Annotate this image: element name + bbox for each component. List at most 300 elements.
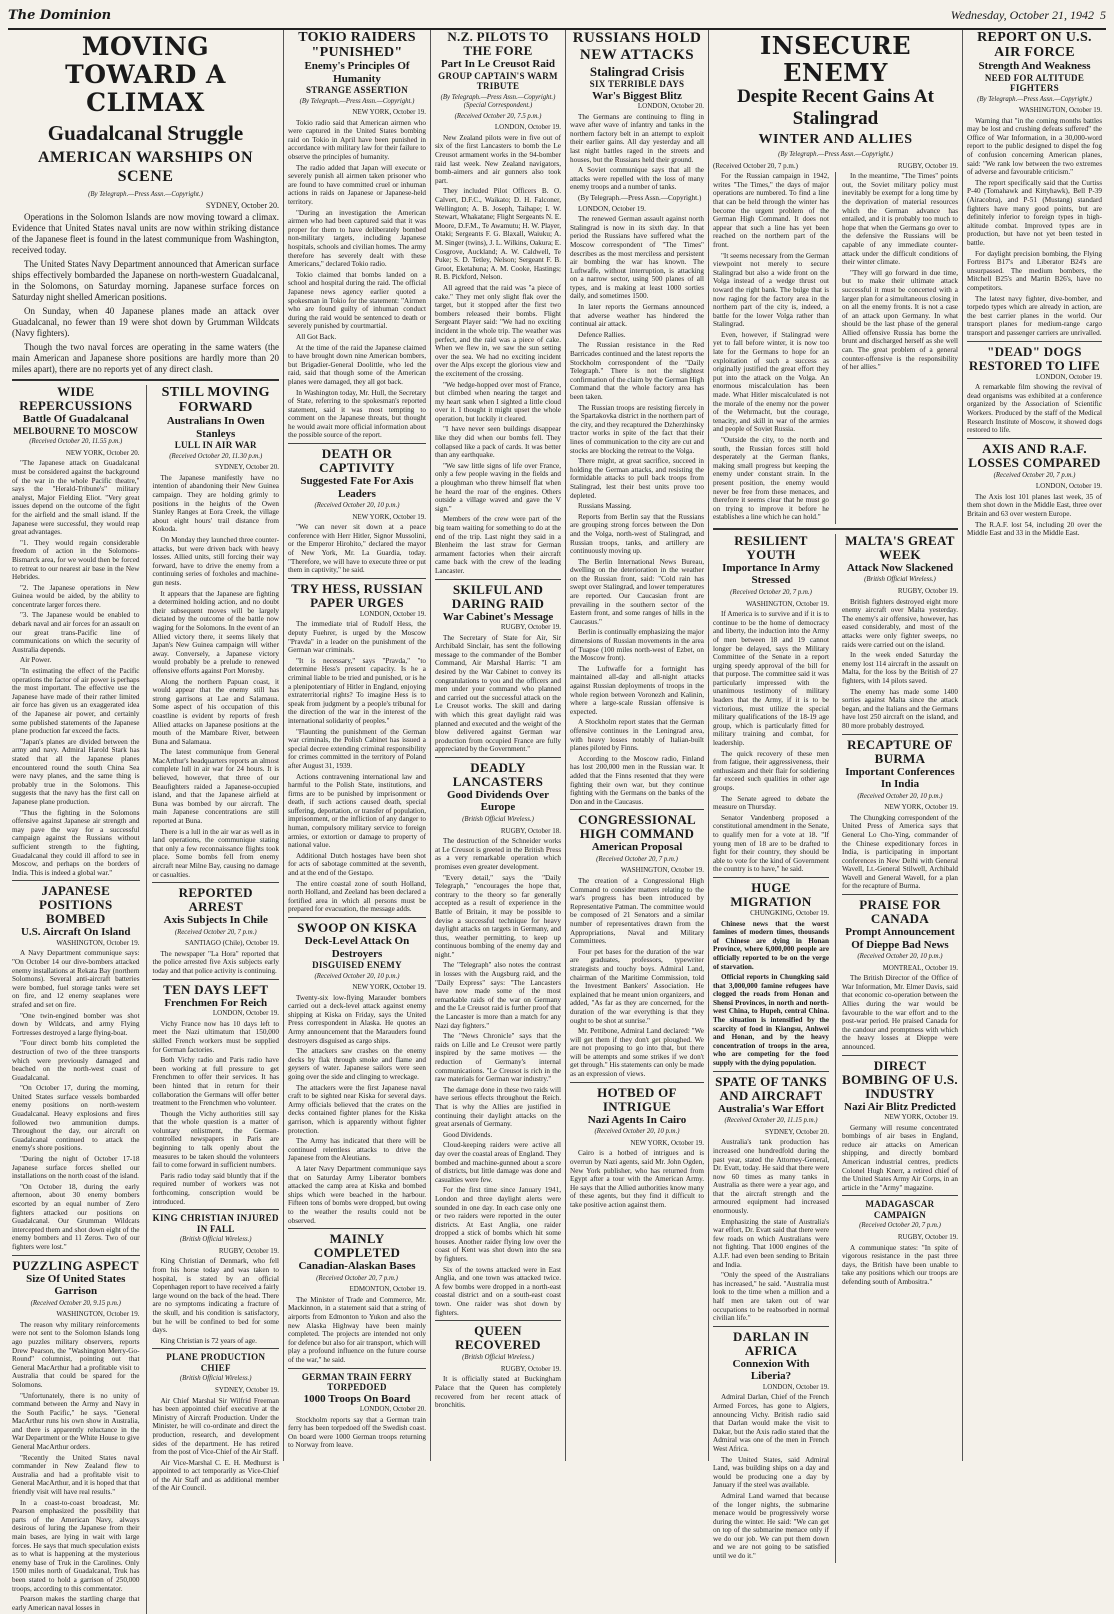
paragraph: The report specifically said that the Curtiss P-40 (Tomahawk and Kittyhawk), Bell P-39 (Airacobra), and P-51 (Mustang) standard fighters have many good points, but are definitely inferior to foreign types in high-altitude combat. Improved types are in production, but have not yet been tested in battle. bbox=[967, 178, 1102, 247]
dateline: CHUNGKING, October 19. bbox=[750, 908, 830, 917]
received-line: (Received October 20, 7 p.m.) bbox=[859, 1222, 941, 1230]
paragraph: The R.A.F. lost 54, including 20 over the Middle East and 33 in the Middle East. bbox=[967, 520, 1102, 538]
dateline: LONDON, October 19. bbox=[1035, 482, 1102, 491]
paragraph: The damage done in these two raids will have serious effects throughout the Reich. That is why the Allies are justified in continuing their daylight attacks on the great arsenals of Germany. bbox=[435, 1085, 561, 1129]
deck: GROUP CAPTAIN'S WARM TRIBUTE bbox=[438, 70, 558, 91]
paragraph: The Japanese manifestly have no intention of abandoning their New Guinea campaign. They are holding grimly to positions in the heights of the Owen Stanley Ranges at Eora Creek, the village about eight hours' trail distance from Kokoda. bbox=[152, 473, 279, 534]
sub-col-b bbox=[152, 385, 279, 1614]
paragraph: The immediate trial of Rudolf Hess, the deputy Fuehrer, is urged by the Moscow "Pravda" in a leader on the punishment of the German war criminals. bbox=[288, 620, 426, 655]
paragraph: Australia's tank production has increased one hundredfold during the past year, stated the Attorney-General, Dr. Evatt, today. He said that there were now 60 times as many tanks in Australia as there were a year ago, and that the aircraft strength and the armoured equipment had increased enormously. bbox=[713, 1138, 830, 1216]
article-reported-arrest bbox=[152, 886, 279, 975]
article-body bbox=[842, 1124, 958, 1193]
paragraph: Germany will resume concentrated bombings of air bases in England, reduce air attacks on American shipping, and directly bombard American industrial centres, predicts Colonel Hugh Knerr, a retired chief of the United States Army Air Corps, in an article in the "Army" magazine. bbox=[841, 1123, 958, 1192]
dateline: LONDON, October 20. bbox=[359, 1405, 426, 1414]
headline: MALTA'S GREAT WEEK bbox=[845, 532, 955, 562]
subheadline: Enemy's Principles Of Humanity bbox=[304, 60, 410, 85]
article-body bbox=[967, 383, 1102, 435]
subheadline: 1000 Troops On Board bbox=[303, 1392, 411, 1405]
subheadline: Attack Now Slackened bbox=[846, 561, 954, 574]
deck: DISGUISED ENEMY bbox=[312, 960, 402, 970]
article-hotbed-intrigue bbox=[570, 1086, 704, 1210]
article-body bbox=[967, 117, 1102, 338]
dateline: RUGBY, October 19. bbox=[897, 1233, 958, 1242]
byline: (By Telegraph.—Press Assn.—Copyright.) bbox=[88, 191, 203, 198]
headline: SWOOP ON KISKA bbox=[297, 920, 417, 935]
dateline: WASHINGTON, October 19. bbox=[56, 938, 140, 947]
dateline: RUGBY, October 19. bbox=[218, 1246, 279, 1255]
paragraph: At the time of the raid the Japanese claimed to have brought down nine American bombers, but Brigadier-General Doolittle, who led the raid, said that though some of the American planes were damaged, they all got back. bbox=[288, 343, 426, 386]
subheadline: Part In Le Creusot Raid bbox=[440, 58, 556, 70]
received-line: (Received October 20, 11.15 p.m.) bbox=[724, 1117, 818, 1125]
col-4 bbox=[431, 30, 565, 1461]
dateline: WASHINGTON, October 19. bbox=[1018, 106, 1102, 115]
paragraph: Reports from Berlin say that the Russians are grouping strong forces between the Don and the Volga, north-west of Stalingrad, and Russian troops, tanks, and artillery are continuously moving up. bbox=[570, 512, 704, 556]
dateline: WASHINGTON, October 19. bbox=[56, 1310, 140, 1319]
article-body bbox=[842, 598, 958, 731]
dateline: RUGBY, October 18. bbox=[500, 826, 561, 835]
paragraph: "Flaunting the punishment of the German war criminals, the Polish Cabinet has issued a special decree extending criminal responsibility for crimes committed in the territory of Poland after August 31, 1939. bbox=[288, 727, 426, 770]
byline: (By Telegraph.—Press Assn.—Copyright.) (Special Correspondent.) bbox=[440, 93, 556, 110]
article-praise-canada bbox=[842, 898, 958, 1052]
headline: CONGRESSIONAL HIGH COMMAND bbox=[577, 812, 697, 842]
paragraph: The Secretary of State for Air, Sir Archibald Sinclair, has sent the following message to the commander of the Bomber Command, Air Marshal Harris: "I am desired by the War Cabinet to convey its congratulations to you and the officers and men under your command who planned and carried out the successful attack on the Le Creusot works. The skill and daring with which this great daylight raid was planned and executed and the weight of the blow delivered against German war production from occupied France are fully appreciated by the Government." bbox=[435, 633, 561, 754]
headline: GERMAN TRAIN FERRY TORPEDOED bbox=[301, 1371, 413, 1393]
paragraph: Members of the crew were part of the big team waiting for something to do at the end of the trip. Last night they said in a Blenheim the last straw for German armament factories when their aircraft came back with the crew of the leading Lancaster. bbox=[435, 515, 561, 575]
headline: PUZZLING ASPECT bbox=[12, 1257, 139, 1273]
article-train-ferry bbox=[288, 1372, 426, 1450]
article-huge-migration bbox=[713, 881, 829, 1068]
article-try-hess bbox=[288, 582, 426, 914]
paragraph: Both Vichy radio and Paris radio have been working at full pressure to get Frenchmen to offer their services. It has been hinted that in return for their collaboration the Germans will offer better treatment to the Frenchmen who volunteer. bbox=[152, 1056, 279, 1108]
article-tokio-raiders bbox=[288, 30, 426, 440]
columns bbox=[8, 29, 1106, 1612]
article-wide-repercussions bbox=[12, 385, 140, 877]
byline: (British Official Wireless.) bbox=[179, 1236, 252, 1244]
paragraph: The Axis lost 101 planes last week, 35 of them shot down in the Middle East, three over Britain and 63 over western Europe. bbox=[967, 492, 1102, 519]
paragraph: In the meantime, "The Times" points out, the Soviet military policy must inevitably be exempt for a long time by the deprivation of material resources which the German advance has entailed, and it is probably too much to hope that when the Germans go over to the defensive the Russians will be capable of any immediate counter-attack under the difficult conditions of their winter climate. bbox=[841, 172, 958, 267]
byline: (British Official Wireless.) bbox=[179, 1375, 252, 1383]
headline: TRY HESS, RUSSIAN PAPER URGES bbox=[291, 580, 423, 610]
subheadline: War Cabinet's Message bbox=[442, 610, 554, 623]
article-insecure-enemy bbox=[713, 32, 958, 524]
dateline: SANTIAGO (Chile), October 19. bbox=[185, 939, 279, 948]
paragraph: In a coast-to-coast broadcast, Mr. Pearson emphasized the possibility that parts of the American Navy, always desirous of luring the Japanese from their main bases, are lying in wait with large forces. He says that much speculation exists as to what is happening at the mysterious enemy base of Truk in the Carolines. Only 1500 miles north of Guadalcanal, Truk has been stated to hold a garrison of 250,000 troops, according to this commentator. bbox=[12, 1498, 140, 1593]
headline: DIRECT BOMBING OF U.S. INDUSTRY bbox=[841, 1057, 958, 1101]
deck: STRANGE ASSERTION bbox=[305, 85, 409, 95]
paragraph: For daylight precision bombing, the Flying Fortress B17's and Liberator B24's are unsurpassed. The medium bombers, the Mitchell B25's and Martin B26's, have no competitors. bbox=[967, 249, 1102, 292]
deck: LULL IN AIR WAR bbox=[174, 440, 257, 451]
paragraph: A Navy Department communique says: "On October 14 our dive-bombers attacked enemy installations at Rekata Bay (northern Solomons). Several anti-aircraft batteries were bombed, fuel storage tanks were set on fire, and 12 enemy seaplanes were strafed and set on fire. bbox=[12, 949, 140, 1009]
paragraph: Tokio claimed that bombs landed on a school and hospital during the raid. The official Japanese news agency earlier quoted a spokesman in Tokio for the statement: "Airmen who are found guilty of inhuman conduct during the raid would be sentenced to death or severely punished by courtmartial. bbox=[288, 270, 426, 331]
subheadline: American Proposal bbox=[591, 841, 683, 854]
dateline: WASHINGTON, October 19. bbox=[745, 599, 830, 608]
col-5 bbox=[566, 30, 708, 1461]
article-still-moving-forward bbox=[152, 385, 279, 879]
dateline: LONDON, October 19. bbox=[212, 1009, 279, 1018]
paragraph: "Unfortunately, there is no unity of command between the Army and Navy in the South Pacific," he says. "General MacArthur runs his own show in Australia, and there is apparently reluctance in the War Department or the White House to give General MacArthur orders. bbox=[12, 1391, 140, 1452]
paragraph: The Germans are continuing to fling in wave after wave of infantry and tanks in the northern factory belt in an attempt to exploit their earlier gains. All day yesterday and all last night battles raged in the streets and houses, but the Russians held their ground. bbox=[570, 112, 704, 164]
headline: STILL MOVING FORWARD bbox=[161, 385, 270, 416]
received-line: (Received October 20, 7 p.m.) bbox=[993, 471, 1076, 479]
paragraph: A Soviet communique says that all the attacks were repelled with the loss of many enemy troops and a number of tanks. bbox=[570, 166, 704, 192]
paragraph: Mr. Pettibone, Admiral Land declared: "We will get them if they don't get ploughed. We are not proposing to go into that, but there will be attempts and some strikes if we don't get through." His statements can only be made as an expression of views. bbox=[570, 1027, 704, 1079]
received-line: (Received October 20, 7 p.m.) bbox=[730, 588, 812, 596]
paragraph: "On October 17, during the morning, United States surface vessels bombarded enemy positions on north-western Guadalcanal. Heavy explosions and fires followed two ammunition dumps. Throughout the day, our aircraft on Guadalcanal continued to attack the enemy's shore positions. bbox=[12, 1084, 140, 1153]
paragraph: The Chungking correspondent of the United Press of America says that General Lo Cho-Ying, commander of the Chinese expeditionary forces in India, is participating in important conferences in New Delhi with General Wavell, Lt.-General Stilwell, Archibald Wavell and General Wavell, for a plan for the recapture of Burma. bbox=[841, 813, 958, 891]
received-line: (Received October 20, 7 p.m.) bbox=[596, 855, 678, 863]
paragraph: Defence Rallies. bbox=[578, 330, 626, 339]
paragraph: "During the night of October 17-18 Japanese surface forces shelled our installations on the north coast of the island. bbox=[12, 1155, 140, 1181]
sub-col-6a bbox=[713, 534, 829, 1563]
headline: DEADLY LANCASTERS bbox=[452, 759, 544, 789]
article-body bbox=[152, 474, 279, 879]
paragraph: In the week ended Saturday the enemy lost 114 aircraft in the assault on Malta, for the loss by the British of 27 fighters, with 14 pilots saved. bbox=[841, 651, 958, 685]
subheadline: Strength And Weakness bbox=[978, 60, 1091, 72]
subheadline: Despite Recent Gains At Stalingrad bbox=[737, 86, 934, 129]
paragraph: "Japan's planes are divided between the army and navy. Admiral Harold Stark has stated that all the Japanese planes encountered round the south China Sea were navy planes, and the same thing is probably true in the Solomons. This suggests that the navy has the first call on Japanese plane production. bbox=[12, 737, 140, 806]
article-body bbox=[713, 610, 829, 874]
article-body bbox=[288, 994, 426, 1225]
paragraph: New Zealand pilots were in five out of six of the first Lancasters to bomb the Le Creusot armament works in the 94-bomber raid last week. New Zealand navigators, bomb-aimers and air gunners also took part. bbox=[435, 133, 561, 185]
paragraph: "They will go forward in due time, but to make their ultimate attack successful it must be concerted with a larger plan for a simultaneous closing in on all the enemy fronts. It is not a case of an attack upon Germany. In what should be the last phase of the general Allied offensive Russia has borne the brunt and discharged herself as she well can. The great problem of a general counter-offensive is the responsibility of her allies." bbox=[841, 268, 958, 372]
dateline: LONDON, October 19. bbox=[762, 1382, 830, 1391]
dateline: NEW YORK, October 19. bbox=[352, 108, 426, 117]
paragraph: They included Pilot Officers B. O. Calvert, D.F.C., Waikato; D. H. Falconer, Wellington; A. B. Joseph, Taihape; I. W. Stewart, Whakatane; Flight Sergeants N. E. Moore, D.F.M., Te Awamutu; H. W. Player, Otaki; Sergeants F. G. Blaxall, Waiuku; A. M. Singer (twins), J. L. Wilkins, Oakura; E. Cosgrove, Auckland; A. W. Caldwell, Te Puke; S. D. Tetley, Nelson; Sergeant F. B. Groot, Eketahuna; A. M. Cooke, Hastings; R. B. Pickford, Nelson. bbox=[435, 187, 561, 282]
dateline: NEW YORK, October 19. bbox=[352, 512, 426, 521]
headline: MADAGASCAR CAMPAIGN bbox=[865, 1199, 935, 1220]
paragraph: All Got Back. bbox=[296, 332, 337, 341]
received-line: (Received October 20, 10 p.m.) bbox=[857, 953, 943, 961]
subheadline: Deck-Level Attack On Destroyers bbox=[304, 935, 410, 960]
paragraph: (By Telegraph.—Press Assn.—Copyright.) bbox=[578, 193, 702, 202]
article-body bbox=[288, 523, 426, 575]
article-resilient-youth bbox=[713, 534, 829, 874]
dateline: LONDON, October 20. bbox=[637, 102, 704, 110]
dateline: MONTREAL, October 19. bbox=[882, 963, 958, 972]
dateline: SYDNEY, October 19. bbox=[214, 1385, 279, 1394]
article-body bbox=[713, 1138, 829, 1322]
paragraph: The Berlin International News Bureau, dwelling on the deterioration in the weather on the Russian front, said: "Cold rain has swept over Stalingrad, and lower temperatures are reported. Our Caucasian front are prevailing in the southern sector of the Eastern front, and some ranges of hills in the Caucasus." bbox=[570, 557, 704, 626]
paragraph: Admiral Land warned that because of the longer nights, the submarine menace would be progressively worse during the winter. He said: "We can get on top of the submarine menace only if we do our job. We can put them down and we are not going to be satisfied until we do it." bbox=[713, 1491, 830, 1561]
dateline: LONDON, October 19. bbox=[359, 609, 426, 618]
article-deadly-lancasters bbox=[435, 761, 561, 1317]
paragraph: The attackers were the first Japanese naval craft to be sighted near Kiska for several days. Army officials believed that the crates on the decks contained fighter planes for the Kiska garrison, which is apparently without fighter protection. bbox=[288, 1083, 426, 1135]
article-body bbox=[435, 634, 561, 754]
headline: RECAPTURE OF BURMA bbox=[847, 736, 953, 766]
headline: DEATH OR CAPTIVITY bbox=[319, 446, 395, 476]
subheadline: Connexion With Liberia? bbox=[732, 1357, 810, 1383]
dateline: LONDON, October 19. bbox=[1035, 372, 1102, 381]
paragraph: Cloud-keeping raiders were active all day over the coastal areas of England. They bombed and machine-gunned about a score of districts, but little damage was done and casualties were few. bbox=[435, 1141, 561, 1184]
masthead bbox=[8, 8, 1106, 30]
article-congressional-high-command bbox=[570, 813, 704, 1078]
paragraph: The attackers saw crashes on the enemy decks by flak through smoke and flame and geysers of water. Japanese sailors were seen going over the side and clinging to wreckage. bbox=[288, 1047, 426, 1082]
paragraph: The Luftwaffe for a fortnight has maintained all-day and all-night attacks against Russian deployments of troops in the whole region between Voronezh and Kalinin, where a large-scale Russian offensive is expected. bbox=[570, 664, 704, 716]
paragraph: "Recently the United States naval commander in New Zealand flew to Australia and had a profitable visit to General MacArthur, and it is hoped that that friendly visit will have real results." bbox=[12, 1453, 140, 1497]
paragraph: Pearson makes the startling charge that early American naval losses in bbox=[12, 1595, 140, 1612]
paragraph: All agreed that the raid was "a piece of cake." They met only slight flak over the target, but it stopped after the first two bombers released their bombs. Flight Sergeant Player said: "We had no exciting incident in the whole trip. The weather was perfect, and the raid was a piece of cake. When we flew in, we saw the sun setting over the sea. We had no exciting incident over the Alps except the glorious view and the excitement of the crossing. bbox=[435, 283, 561, 378]
paragraph: Good Dividends. bbox=[443, 1130, 493, 1139]
dateline: RUGBY, October 19. bbox=[500, 1364, 561, 1373]
article-body bbox=[570, 113, 704, 807]
article-swoop-on-kiska bbox=[288, 921, 426, 1225]
article-moving-toward-climax bbox=[12, 33, 279, 375]
paragraph: Along the northern Papuan coast, it would appear that the enemy still has strong garrisons at Lae and Salamaua. Some aspect of his occupation of this coastline is evident by reports of fresh Allied attacks on Japanese positions at the mouth of the Mambare River, between Buna and Salamaua. bbox=[152, 677, 279, 746]
dateline: RUGBY, October 19. bbox=[897, 587, 958, 596]
paragraph: A communique states: "In spite of vigorous resistance in the past three days, the British have been unable to take any positions which our troops are defending south of Ambositra." bbox=[841, 1243, 958, 1286]
article-nz-pilots bbox=[435, 30, 561, 576]
headline: SPATE OF TANKS AND AIRCRAFT bbox=[715, 1073, 827, 1103]
article-axis-raf-losses bbox=[967, 442, 1102, 538]
paragraph: The latest communique from General MacArthur's headquarters reports an almost complete lull in air war for 24 hours. It is believed, however, that three of our Beaufighters raided a Japanese-occupied island, and that the Japanese airfield at Buna was bombed by our aircraft. The main Japanese concentrations are still reported at Buna. bbox=[152, 748, 279, 826]
paragraph: On Monday they launched three counter-attacks, but were driven back with heavy losses. Allied units, still forcing their way forward, have to drive the enemy from a continuing series of foxholes and machine-gun nests. bbox=[152, 536, 279, 587]
paragraph: Additional Dutch hostages have been shot for acts of sabotage committed at the seventh, and at the end of the Gestapo. bbox=[288, 851, 426, 878]
paragraph: King Christian of Denmark, who fell from his horse today and was taken to hospital, is stated by an official Copenhagen report to have received a fairly large wound on the back of the head. There are no symptoms indicating a fracture of the skull, and his condition is satisfactory, but he will be confined to bed for some days. bbox=[152, 1257, 279, 1335]
headline: HOTBED OF INTRIGUE bbox=[597, 1084, 677, 1114]
paragraph: The United States Navy Department announced that American surface ships effectively bombarded the Japanese on north-western Guadalcanal, in the Solomons, on Saturday morning. Japanese surface forces on Saturday night shelled American positions. bbox=[12, 259, 279, 303]
article-recapture-burma bbox=[842, 738, 958, 892]
dateline: EDMONTON, October 19. bbox=[349, 1285, 426, 1294]
headline: RESILIENT YOUTH bbox=[734, 532, 808, 562]
paragraph: The latest navy fighter, dive-bomber, and torpedo types which are already in action, are the best carrier planes in the world. Our transport planes for medium-range cargo transport and passenger carriers are unrivalled. bbox=[967, 294, 1102, 337]
col-lead bbox=[8, 30, 283, 1612]
dateline: SYDNEY, October 20. bbox=[214, 463, 279, 472]
headline: N.Z. PILOTS TO THE FORE bbox=[447, 29, 549, 58]
subheadline: Australians In Owen Stanleys bbox=[166, 415, 265, 440]
deck: AMERICAN WARSHIPS ON SCENE bbox=[37, 149, 254, 185]
paragraph: King Christian is 72 years of age. bbox=[160, 1336, 257, 1345]
dateline: NEW YORK, October 19. bbox=[352, 983, 426, 992]
paragraph: "Only the speed of the Australians has increased," he said. "Australia must look to the time when a million and a half men are taken out of war occupations to be reabsorbed in normal civilian life." bbox=[713, 1271, 830, 1323]
headline: QUEEN RECOVERED bbox=[455, 1323, 541, 1353]
dateline: SYDNEY, October 20. bbox=[764, 1127, 830, 1136]
byline: (By Telegraph.—Press Assn.—Copyright.) bbox=[977, 95, 1092, 103]
paragraph: There is a lull in the air war as well as in land operations, the communique stating that only a few reconnaissance flights took place. Some bombs fell from enemy aircraft near Milne Bay, causing no damage or casualties. bbox=[152, 827, 279, 879]
paragraph: "We hedge-hopped over most of France, but climbed when nearing the target and my heart sank when I sighted a little cloud over it. I thought it might upset the whole operation, but luckily it cleared. bbox=[435, 380, 561, 423]
subheadline: Suggested Fate For Axis Leaders bbox=[300, 475, 414, 500]
sub-col-a bbox=[12, 385, 140, 1614]
paragraph: "On October 18, during the early afternoon, about 30 enemy bombers escorted by an equal number of Zero fighters attacked our positions on Guadalcanal. Our Grumman Wildcats intercepted them and shot down eight of the enemy bombers and 11 Zeros. Two of our fighters were lost." bbox=[12, 1182, 140, 1251]
byline: (By Telegraph.—Press Assn.—Copyright.) bbox=[778, 151, 893, 158]
received-line: (Received October 20, 7 p.m.) bbox=[713, 161, 798, 170]
paragraph: For the Russian campaign in 1942, writes "The Times," the days of major operations are numbered. To find a line that can be held through the winter has become the urgent problem of the German High Command. It does not appear that such a line has yet been reached on the northern part of the front. bbox=[713, 172, 830, 249]
subheadline: Importance In Army Stressed bbox=[722, 561, 820, 587]
paragraph: The "News Chronicle" says that the raids on Lille and Le Creusot were partly inspired by the same motives — the reduction of Germany's internal communications. "Le Creusot is rich in the raw materials for German war industry." bbox=[435, 1032, 561, 1084]
received-line: (Received October 20, 11.30 p.m.) bbox=[169, 452, 263, 460]
received-line: (Received October 20, 10 p.m.) bbox=[857, 792, 943, 800]
paragraph: Even, however, if Stalingrad were yet to fall before winter, it is now too late for the Germans to hope for an exploitation of such a success as originally justified the great effort they put into the attack on the Volga. An enormous miscalculation has been made. What Hitler miscalculated is not the morale of the enemy nor the power of the Wehrmacht, but the courage, tenacity, and skill in war of the armies and people of Soviet Russia. bbox=[713, 330, 830, 434]
headline: AXIS AND R.A.F. LOSSES COMPARED bbox=[968, 440, 1101, 470]
article-king-christian bbox=[152, 1213, 279, 1345]
paragraph: The Minister of Trade and Commerce, Mr. Mackinnon, in a statement said that a string of airports from Edmonton to Yukon and also the new Alaska Highway have been mainly completed. The projects are intended not only for defence but also for air transport, which will play a profound influence on the future course of the war," he said. bbox=[288, 1295, 426, 1364]
subheadline: Guadalcanal Struggle bbox=[47, 121, 244, 145]
paragraph: The destruction of the Schneider works at Le Creusot is greeted in the British Press as a very remarkable operation which promises even greater development. bbox=[435, 837, 561, 871]
article-report-us-air-force bbox=[967, 30, 1102, 338]
article-direct-bombing bbox=[842, 1059, 958, 1193]
article-malta bbox=[842, 534, 958, 731]
paragraph: Admiral Darlan, Chief of the French Armed Forces, has gone to Algiers, announcing Vichy. British radio said that Darlan would make the visit to Dakar, but the Axis radio stated that the Admiral was one of the men in French West Africa. bbox=[713, 1393, 830, 1453]
paragraph: The renewed German assault against north Stalingrad is now in its sixth day. In that period the Russians have suffered what the Moscow correspondent of "The Times" describes as the most merciless and persistent air bombing the war has known. The Luftwaffe, without interruption, is attacking on a narrow sector, using 500 planes of all types, and is making at least 1000 sorties daily, and sometimes 1500. bbox=[570, 215, 704, 301]
sub-col-6b bbox=[842, 534, 958, 1563]
paragraph: "We can never sit down at a peace conference with Herr Hitler, Signor Mussolini, or the Emperor Hirohito," declared the mayor of New York, Mr. La Guardia, today. "Therefore, we will have to execute three or put them in captivity," he said. bbox=[288, 523, 426, 575]
subheadline: Australia's War Effort bbox=[718, 1102, 824, 1115]
paragraph: "During an investigation the American airmen who had been captured said that it was proper for them to have deliberately bombed non-military targets, including Japanese hospitals, schools and civilian homes. The army therefore has severely dealt with these Americans," declared Tokio radio. bbox=[288, 208, 427, 269]
article-body bbox=[435, 837, 561, 1317]
paragraph: Air Power. bbox=[20, 656, 52, 665]
article-body bbox=[152, 1257, 279, 1345]
dateline: NEW YORK, October 20. bbox=[65, 448, 140, 457]
headline: RUSSIANS HOLD NEW ATTACKS bbox=[572, 30, 702, 63]
paragraph: "It is necessary," says "Pravda," "to determine Hess's present capacity. Is he a criminal liable to be tried and punished, or is he a plenipotentiary of Hitler in England, enjoying extraterritorial rights? To imagine Hess is to speak from judgment by a people's tribunal for the direction of the war in the interest of the international solidarity of peoples." bbox=[288, 656, 426, 725]
article-body bbox=[435, 1375, 561, 1409]
paragraph: Cairo is a hotbed of intrigues and is overrun by Nazi agents, said Mr. John Ogden, New York publisher, who has returned from Egypt after a tour with the American Army. He says that the Allied authorities know many of these agents, but they find it difficult to take positive action against them. bbox=[570, 1149, 704, 1209]
headline: TOKIO RAIDERS "PUNISHED" bbox=[298, 30, 416, 60]
dateline: NEW YORK, October 19. bbox=[630, 1138, 704, 1147]
headline: REPORTED ARREST bbox=[178, 885, 253, 915]
paragraph: "Outside the city, to the north and south, the Russian forces still hold desperately at the German flanks, making small progress but keeping the enemy under constant strain. In the present position, the enemy would never be free from these menaces, and therefore it seems clear that he must go on trying to improve it before he establishes a line which he can hold." bbox=[713, 436, 830, 522]
paragraph: Four pet bases for the duration of the war are graduates, professors, typewriter strategists and touchy boys. Admiral Land, chairman of the Maritime Commission, told the Investment Bankers' Association. He explained that he meant union organizers, and added, "As far as they are concerned, for the duration of the war everything is that they ought to be shot at sunrise." bbox=[570, 947, 704, 1025]
paragraph: Paris radio today said bluntly that if the required number of workers was not forthcoming, conscription would be introduced. bbox=[152, 1171, 279, 1206]
subheadline: Nazi Air Blitz Predicted bbox=[844, 1100, 956, 1113]
paragraph: It is officially stated at Buckingham Palace that the Queen has completely recovered from her recent attack of bronchitis. bbox=[435, 1375, 561, 1410]
paragraph: Though the Vichy authorities still say that the whole question is a matter of voluntary enlistment, the German-controlled newspapers in Paris are beginning to talk openly about the measures to be taken should the volunteers fail to come forward in sufficient numbers. bbox=[152, 1109, 279, 1170]
subheadline: Canadian-Alaskan Bases bbox=[298, 1260, 416, 1273]
article-body bbox=[288, 1416, 426, 1450]
article-death-or-captivity bbox=[288, 447, 426, 575]
headline: DARLAN IN AFRICA bbox=[733, 1328, 810, 1358]
col-3 bbox=[284, 30, 430, 1461]
paragraph: The Army has indicated that there will be continued relentless attacks to drive the Japanese from the Aleutians. bbox=[288, 1137, 426, 1163]
headline: WIDE REPERCUSSIONS bbox=[19, 384, 133, 414]
article-body bbox=[435, 134, 561, 576]
paragraph: "We saw little signs of life over France, only a few people waving in the fields and a ploughman who threw himself flat when he heard the roar of the engines. Others outside a village waved and gave the V sign." bbox=[435, 461, 561, 513]
paragraph: Twenty-six low-flying Marauder bombers carried out a deck-level attack against enemy shipping at Kiska on Friday, says the United Press correspondent in Alaska. He quotes an Army announcement that the Marauders found destroyers disguised as cargo ships. bbox=[288, 993, 426, 1045]
headline: HUGE MIGRATION bbox=[730, 879, 812, 909]
article-body bbox=[288, 1296, 426, 1365]
paragraph: "Thus the fighting in the Solomons offensive against Japanese air strength and may pave the way for a successful campaign against the Russians without sufficient strength to the fighting, Guadalcanal they could ill afford to see in Moscow, and perhaps on the borders of India. This is indeed a global war." bbox=[12, 808, 140, 877]
col-6 bbox=[709, 30, 962, 1561]
subheadline: Nazi Agents In Cairo bbox=[587, 1113, 687, 1126]
article-madagascar bbox=[842, 1199, 958, 1286]
paragraph: Six of the towns attacked were in East Anglia, and one town was attacked twice. A few bombs were dropped in a north-east coastal district and on a south-east coast town. One raider was shot down by fighters. bbox=[435, 1265, 561, 1317]
paragraph: "I have never seen buildings disappear like they did when our bombs fell. They collapsed like a pack of cards. It was better than any earthquake. bbox=[435, 425, 561, 460]
dateline: NEW YORK, October 19. bbox=[884, 1113, 958, 1122]
deck: WINTER AND ALLIES bbox=[758, 132, 913, 147]
headline: MAINLY COMPLETED bbox=[313, 1231, 401, 1261]
received-line: (Received October 20, 9.15 p.m.) bbox=[30, 1299, 121, 1307]
subheadline: Prompt Announcement Of Dieppe Bad News bbox=[845, 926, 955, 951]
dateline: RUGBY, October 19. bbox=[897, 161, 958, 170]
headline: PLANE PRODUCTION CHIEF bbox=[166, 1352, 266, 1373]
paragraph: The Russian troops are resisting fiercely in the Spartakovka district in the northern part of the city, and they recaptured the Dzherzhinsky tractor works in spite of the fact that their lines of communication to the city are cut and stocks are blocking the retreat to the Volga. bbox=[570, 403, 704, 455]
paragraph: In later reports the Germans announced that adverse weather has hindered the continual air attack. bbox=[570, 303, 704, 329]
paragraph: Russians Massing. bbox=[578, 502, 632, 511]
headline: "DEAD" DOGS RESTORED TO LIFE bbox=[968, 343, 1101, 373]
article-mainly-completed bbox=[288, 1232, 426, 1364]
headline: INSECURE ENEMY bbox=[759, 31, 912, 87]
paragraph: Tokio radio said that American airmen who were captured in the United States bombing raid on Tokio in April have been punished in accordance with military law for their failure to observe the principles of humanity. bbox=[288, 118, 426, 162]
paragraph: Actions contravening international law and harmful to the Polish State, institutions, and firms are to be punished by imprisonment or death, if such actions caused death, special suffering, deportation, or transfer of population, imprisonment, or the infliction of any danger to human, compulsory military service to foreign armies, or extortion or damage to property of national value. bbox=[288, 772, 426, 850]
paragraph: For the first time since January 1941, London and three daylight alerts were sounded in one day. In each case only one or two raiders were reported in the outer districts. At East Anglia, one raider dropped a stick of bombs which hit some houses. Another raider flying low over the coast of Kent was shot down into the sea by fighters. bbox=[435, 1186, 561, 1264]
paragraph: The reason why military reinforcements were not sent to the Solomon Islands long ago puzzles military observers, reports Drew Pearson, the "Washington Merry-Go-Round" columnist, pointing out that General MacArthur had a profitable visit to Australia that could be spared for the Solomons. bbox=[12, 1320, 140, 1389]
article-body bbox=[570, 877, 704, 1079]
deck: SIX TERRIBLE DAYS bbox=[589, 79, 685, 89]
headline: JAPANESE POSITIONS BOMBED bbox=[38, 883, 113, 927]
byline: (By Telegraph.—Press Assn.—Copyright.) bbox=[299, 97, 415, 105]
article-body bbox=[570, 1149, 704, 1209]
paragraph: Though the two naval forces are operating in the same waters (the main American and Japanese shore positions are hardly more than 20 miles apart), there are no reports yet of any direct clash. bbox=[12, 342, 279, 375]
paragraph: Emphasizing the state of Australia's war effort, Dr. Evatt said that there were few roads on which Australians were not fighting. That 1000 engines of the A.I.F. had even been sending to Britain and India. bbox=[713, 1217, 830, 1269]
received-line: (Received October 20, 7 p.m.) bbox=[316, 1274, 398, 1282]
received-line: (Received October 20, 11.55 p.m.) bbox=[29, 438, 123, 446]
article-body bbox=[842, 1244, 958, 1287]
article-body bbox=[12, 949, 140, 1251]
paragraph: The "Telegraph" also notes the contrast in losses with the Augsburg raid, and the "Daily Express" says: "The Lancasters have now made some of the most remarkable raids of the war on Germany and the Le Creusot raid is further proof that the Lancaster is more than a match for any Nazi day fighters." bbox=[435, 961, 561, 1030]
byline: (British Official Wireless.) bbox=[462, 815, 534, 823]
article-body bbox=[152, 1020, 279, 1206]
subheadline: Stalingrad Crisis bbox=[589, 64, 685, 79]
headline: KING CHRISTIAN INJURED IN FALL bbox=[152, 1213, 279, 1234]
paragraph: A remarkable film showing the revival of dead organisms was exhibited at a conference organized by the Association of Scientific Workers. Produced by the staff of the Medical Research Institute of Moscow, it showed dogs restored to life. bbox=[967, 383, 1102, 435]
article-body bbox=[967, 493, 1102, 538]
article-body bbox=[842, 814, 958, 891]
subheadline: Battle Of Guadalcanal bbox=[22, 413, 129, 426]
subheadline: Important Conferences In India bbox=[845, 765, 955, 791]
headline: REPORT ON U.S. AIR FORCE bbox=[977, 30, 1092, 60]
received-line: (Received October 20, 10 p.m.) bbox=[594, 1128, 680, 1136]
paragraph: In Washington today, Mr. Hull, the Secretary of State, referring to the spokesman's reported statement, said it was most tempting to comment on the Japanese threats, but thought he would await more official information about the possible source of the report. bbox=[288, 388, 426, 440]
received-line: (Received October 20, 10 p.m.) bbox=[314, 502, 400, 510]
deck: MELBOURNE TO MOSCOW bbox=[13, 425, 139, 436]
article-body bbox=[288, 119, 426, 440]
subheadline: Good Dividends Over Europe bbox=[446, 788, 550, 814]
article-body bbox=[12, 459, 140, 877]
article-body bbox=[152, 1397, 279, 1494]
article-puzzling-aspect bbox=[12, 1259, 140, 1613]
paragraph: Warning that "in the coming months battles may be lost and crushing defeats suffered" the Office of War Information, in a 30,000-word report to the public designed to dispel the fog of confusion concerning American planes, said: "We rank low between the two extremes of adverse and favourable criticism." bbox=[967, 116, 1102, 177]
article-darlan-in-africa bbox=[713, 1330, 829, 1561]
paragraph: Vichy France now has 10 days left to meet the Nazi ultimatum that 150,000 skilled French workers must be supplied for German factories. bbox=[152, 1019, 279, 1054]
paragraph: The Russian resistance in the Red Barricades continued and the latest reports the Stockholm correspondent of the "Daily Telegraph." There is not the slightest confirmation of the claim by the German High Command that the whole factory area has been taken. bbox=[570, 341, 704, 401]
headline: PRAISE FOR CANADA bbox=[859, 897, 941, 927]
headline: TEN DAYS LEFT bbox=[163, 981, 269, 997]
paragraph: "The Japanese attack on Guadalcanal must be considered against the background of the war in the whole Pacific theatre," says the "Herald-Tribune's" military analyst, Major Fielding Eliot. "Very great issues depend on the outcome of the fight for the airfield and the small island. If the Japanese were successful, they would reap great advantages. bbox=[12, 459, 140, 537]
subheadline: Frenchmen For Reich bbox=[164, 996, 268, 1009]
dateline: NEW YORK, October 19. bbox=[884, 803, 958, 812]
issue-date: Wednesday, October 21, 1942 5 bbox=[950, 8, 1106, 22]
dateline: SYDNEY, October 20. bbox=[205, 200, 279, 210]
paragraph: It appears that the Japanese are fighting a determined holding action, and no doubt their subsequent moves will be largely dictated by the outcome of the battle now waging for the Solomons. In the event of an Allied victory there, it seems likely that Japan's New Guinea campaign will wither away. Conversely, a Japanese victory would probably be a prelude to renewed offensive efforts against Port Moresby. bbox=[152, 589, 279, 675]
paragraph: The entire coastal zone of south Holland, north Holland, and Zeeland has been declared a fortified area in which all persons must be prepared for evacuation, the message adds. bbox=[288, 879, 426, 914]
paragraph: British fighters destroyed eight more enemy aircraft over Malta yesterday. The enemy's air offensive, however, has eased considerably, and most of the attacks were only fighter sweeps, no raids were carried out on the island. bbox=[841, 597, 958, 649]
article-russians-hold bbox=[570, 30, 704, 806]
paragraph: "2. The Japanese operations in New Guinea would be aided, by the ability to concentrate larger forces there. bbox=[12, 583, 140, 609]
dateline: LONDON, October 19. bbox=[494, 123, 561, 132]
received-line: (Received October 20, 7.5 p.m.) bbox=[454, 112, 542, 120]
byline: (British Official Wireless.) bbox=[462, 1354, 534, 1362]
paragraph: Senator Vandenberg proposed a constitutional amendment in the Senate, to qualify men for a vote at 18. "If young men of 18 are to be drafted to fight for their country, they should be able to vote for the kind of Government the country is to have," he said. bbox=[713, 813, 830, 874]
paragraph: Stockholm reports say that a German train ferry has been torpedoed off the Swedish coast. On board were 1000 German troops returning to Norway from leave. bbox=[288, 1415, 426, 1450]
article-body bbox=[12, 1321, 140, 1613]
paragraph: Air Chief Marshal Sir Wilfrid Freeman has been appointed chief executive at the Ministry of Aircraft Production. Under the Minister, he will co-ordinate and direct the production, research, and development sides of the department. He has retired from the post of Vice-Chief of the Air Staff. bbox=[152, 1396, 279, 1457]
paragraph: The United States, said Admiral Land, was building ships on a day and would be producing one a day by January if the steel was available. bbox=[713, 1455, 830, 1490]
article-skilful-raid bbox=[435, 583, 561, 754]
paragraph: On Sunday, when 40 Japanese planes made an attack over Guadalcanal, no fewer than 19 were shot down by Grumman Wildcats (Navy fighters). bbox=[12, 306, 279, 339]
paragraph: The newspaper "La Hora" reported that the police arrested five Axis subjects early today and that police activity is continuing. bbox=[152, 949, 279, 976]
subheadline: U.S. Aircraft On Island bbox=[20, 926, 131, 939]
subheadline: Size Of United States Garrison bbox=[26, 1272, 126, 1298]
received-line: (Received October 20, 10 p.m.) bbox=[314, 972, 400, 980]
